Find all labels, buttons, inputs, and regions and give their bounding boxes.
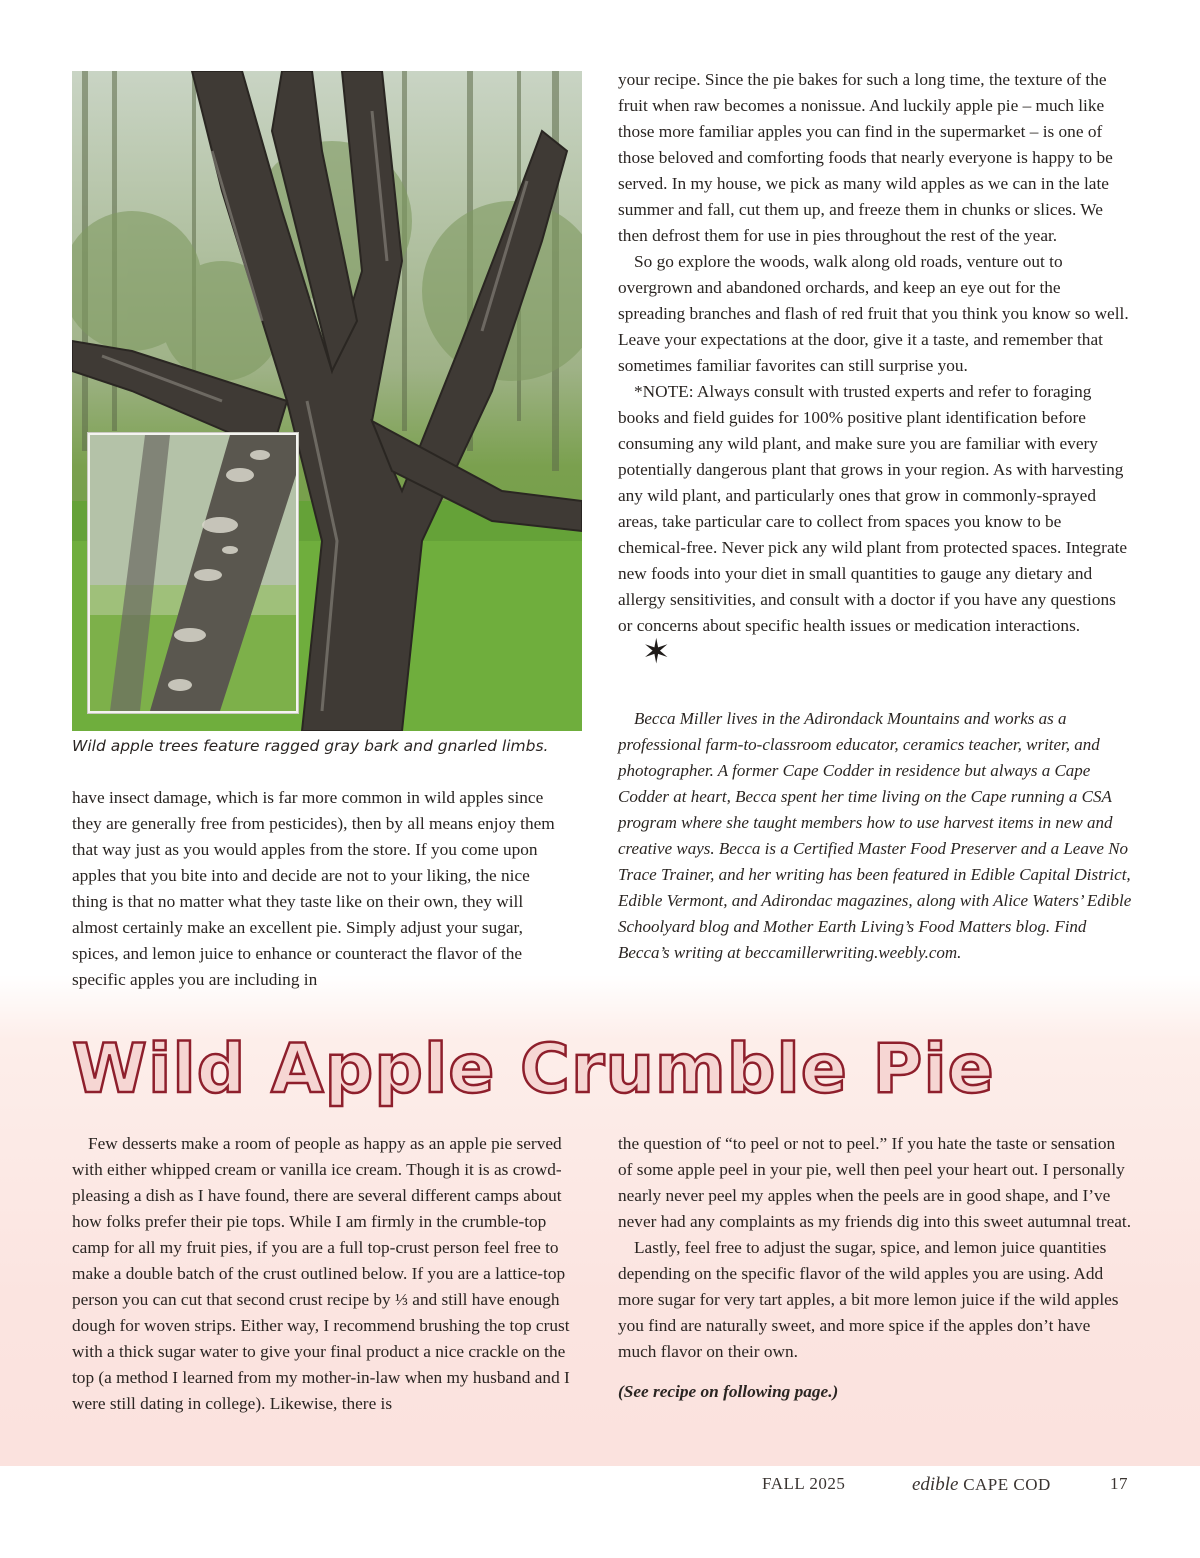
body-paragraph: your recipe. Since the pie bakes for such a long time, the texture of the fruit when raw becomes a nonissue. And luckily apple pie – much like those more familiar apples you can find in the supermarket – is one of those beloved and comforting foods that nearly everyone is happy to be served. In my house, we pick as many wild apples as we can in the late summer and fall, cut them up, and freeze them in chunks or slices. We then defrost them for use in pies throughout the rest of the year. bbox=[618, 70, 1113, 245]
recipe-title: Wild Apple Crumble Pie bbox=[72, 1030, 995, 1109]
end-mark-icon: ✶ bbox=[642, 634, 671, 671]
body-paragraph: So go explore the woods, walk along old roads, venture out to overgrown and abandoned orchards, and keep an eye out for the spreading branches and flash of red fruit that you think you know so well. Leave your expectations at the door, give it a taste, and remember that sometimes familiar favorites can still surprise you. bbox=[618, 252, 1129, 375]
right-column-top bbox=[618, 67, 1132, 671]
body-paragraph: Few desserts make a room of people as happy as an apple pie served with either whipped cream or vanilla ice cream. Though it is as crowd-pleasing a dish as I have found, there are several different camps about how folks prefer their pie tops. While I am firmly in the crumble-top camp for all my fruit pies, if you are a full top-crust person feel free to make a double batch of the crust outlined below. If you are a lattice-top person you can cut that second crust recipe by ⅓ and still have enough dough for woven strips. Either way, I recommend brushing the top crust with a thick sugar water to give your final product a nice crackle on the top (a method I learned from my mother-in-law when my husband and I were still dating in college). Likewise, there is bbox=[72, 1134, 570, 1413]
footer-brand bbox=[912, 1474, 1051, 1496]
recipe-continuation-note: (See recipe on following page.) bbox=[618, 1382, 839, 1401]
footer-brand-italic: edible bbox=[912, 1474, 959, 1495]
footer-season: FALL 2025 bbox=[762, 1474, 846, 1493]
bark-inset-photo bbox=[88, 433, 298, 713]
page-number: 17 bbox=[1110, 1474, 1128, 1493]
author-bio-text: Becca Miller lives in the Adirondack Mountains and works as a professional farm-to-classroom educator, ceramics teacher, writer, and photographer. A former Cape Codder in residence but always a Cape Codder at heart, Becca spent her time living on the Cape running a CSA program where she taught members how to use harvest items in new and creative ways. Becca is a Certified Master Food Preserver and a Leave No Trace Trainer, and her writing has been featured in Edible Capital District, Edible Vermont, and Adirondac magazines, along with Alice Waters’ Edible Schoolyard blog and Mother Earth Living’s Food Matters blog. Find Becca’s writing at beccamillerwriting.weebly.com. bbox=[618, 709, 1132, 962]
tree-photo bbox=[72, 71, 582, 731]
left-column-bottom bbox=[72, 1131, 572, 1417]
left-column-top bbox=[72, 785, 564, 993]
body-paragraph: the question of “to peel or not to peel.” If you hate the taste or sensation of some apple peel in your pie, well then peel your heart out. I personally nearly never peel my apples when the peels are in good shape, and I’ve never had any complaints as my friends dig into this sweet autumnal treat. bbox=[618, 1134, 1132, 1231]
safety-note-paragraph bbox=[618, 379, 1132, 671]
body-paragraph: have insect damage, which is far more common in wild apples since they are generally free from pesticides), then by all means enjoy them that way just as you would apples from the store. If you come upon apples that you bite into and decide are not to your liking, the nice thing is that no matter what they taste like on their own, they will almost certainly make an excellent pie. Simply adjust your sugar, spices, and lemon juice to enhance or counteract the flavor of the specific apples you are including in bbox=[72, 788, 555, 989]
right-column-bottom bbox=[618, 1131, 1132, 1405]
body-paragraph: Lastly, feel free to adjust the sugar, spice, and lemon juice quantities depending on the specific flavor of the wild apples you are using. Add more sugar for very tart apples, a bit more lemon juice if the wild apples you find are naturally sweet, and more spice if the apples don’t have much flavor on their own. bbox=[618, 1238, 1119, 1361]
safety-note-text: *NOTE: Always consult with trusted experts and refer to foraging books and field guides for 100% positive plant identification before consuming any wild plant, and make sure you are familiar with every potentially dangerous plant that grows in your region. As with harvesting any wild plant, and particularly ones that grow in commonly-sprayed areas, take particular care to collect from spaces you know to be chemical-free. Never pick any wild plant from protected spaces. Integrate new foods into your diet in small quantities to gauge any dietary and allergy sensitivities, and consult with a doctor if you have any questions or concerns about specific health issues or medication interactions. bbox=[618, 382, 1128, 635]
footer-brand-rest: CAPE COD bbox=[963, 1475, 1051, 1494]
photo-caption: Wild apple trees feature ragged gray bark and gnarled limbs. bbox=[72, 737, 549, 755]
author-bio bbox=[618, 706, 1132, 966]
